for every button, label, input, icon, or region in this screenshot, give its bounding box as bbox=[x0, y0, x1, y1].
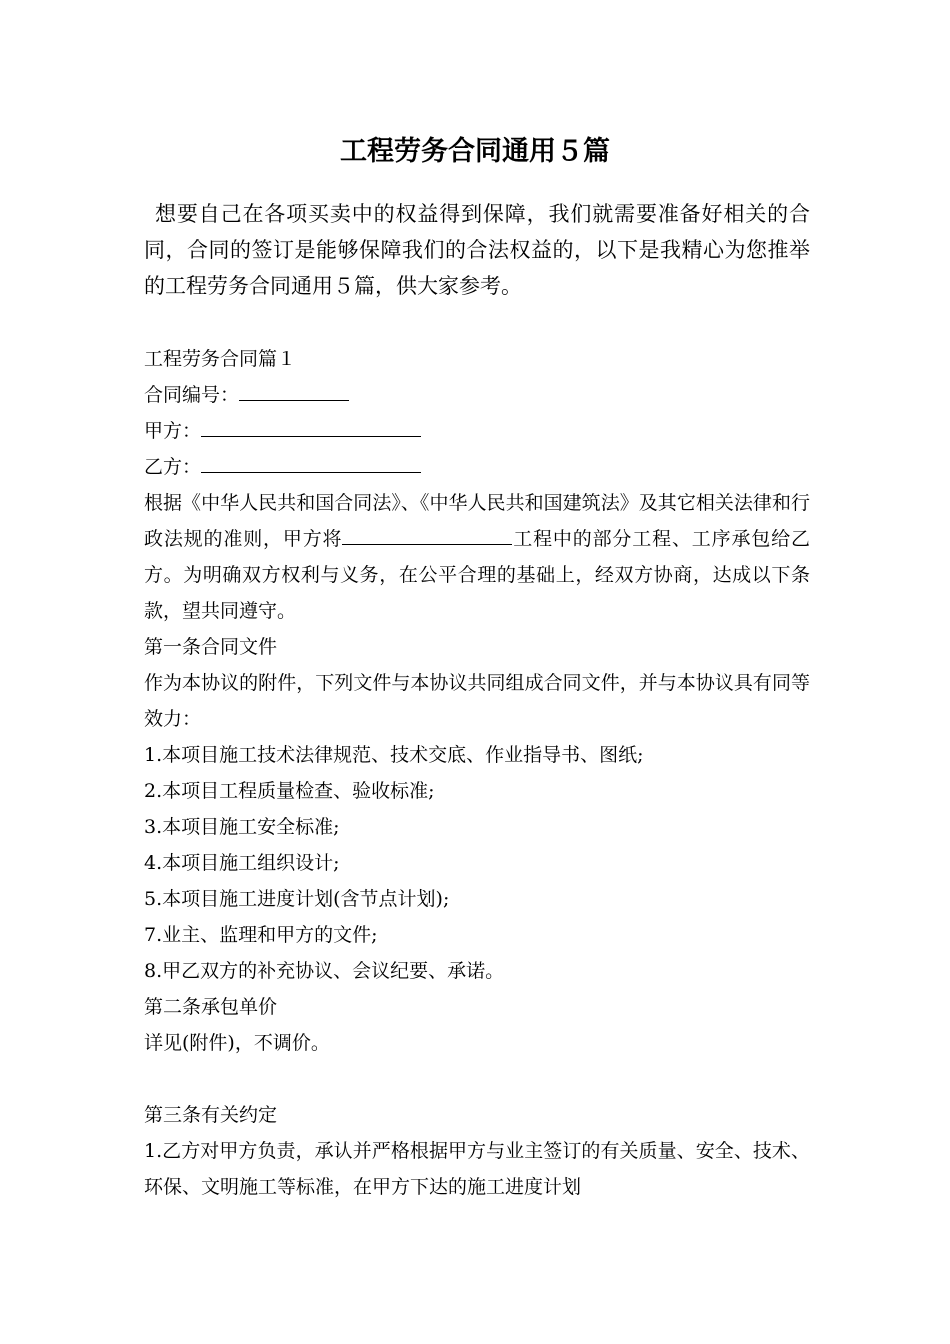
article1-item: 1.本项目施工技术法律规范、技术交底、作业指导书、图纸; bbox=[144, 744, 644, 766]
article2-text: 详见(附件)，不调价。 bbox=[144, 1032, 330, 1054]
contract-number-label: 合同编号： bbox=[144, 384, 240, 406]
party-a-label: 甲方： bbox=[144, 420, 202, 442]
article1-item: 2.本项目工程质量检查、验收标准; bbox=[144, 780, 435, 802]
party-a-blank bbox=[201, 414, 421, 437]
party-b-row bbox=[144, 449, 810, 485]
article3-heading: 第三条有关约定 bbox=[144, 1104, 278, 1126]
article1-intro: 作为本协议的附件，下列文件与本协议共同组成合同文件，并与本协议具有同等效力： bbox=[144, 672, 810, 730]
contract-number-row bbox=[144, 377, 810, 413]
project-name-blank bbox=[342, 522, 512, 545]
preamble-paragraph bbox=[144, 485, 810, 629]
preamble-text-2: 工程中的部分工程、工序承包给乙方。为明确双方权利与义务，在公平合理的基础上，经双方协商，达成以下条款，望共同遵守。 bbox=[144, 528, 810, 622]
article1-item: 7.业主、监理和甲方的文件; bbox=[144, 924, 378, 946]
contract-number-blank bbox=[239, 378, 349, 401]
party-b-blank bbox=[201, 450, 421, 473]
article1-heading: 第一条合同文件 bbox=[144, 636, 278, 658]
article1-item: 3.本项目施工安全标准; bbox=[144, 816, 340, 838]
document-title: 工程劳务合同通用５篇 bbox=[340, 136, 610, 167]
party-a-row bbox=[144, 413, 810, 449]
intro-paragraph: 想要自己在各项买卖中的权益得到保障，我们就需要准备好相关的合同，合同的签订是能够保障我们的合法权益的，以下是我精心为您推举的工程劳务合同通用５篇，供大家参考。 bbox=[144, 202, 810, 298]
section-heading: 工程劳务合同篇１ bbox=[144, 348, 297, 370]
article1-item: 4.本项目施工组织设计; bbox=[144, 852, 340, 874]
party-b-label: 乙方： bbox=[144, 456, 202, 478]
article2-heading: 第二条承包单价 bbox=[144, 996, 278, 1018]
article3-item: 1.乙方对甲方负责，承认并严格根据甲方与业主签订的有关质量、安全、技术、环保、文明施工等标准，在甲方下达的施工进度计划 bbox=[144, 1140, 810, 1198]
contract-body bbox=[144, 341, 810, 1205]
blank-line bbox=[144, 1061, 810, 1097]
article1-item: 5.本项目施工进度计划(含节点计划); bbox=[144, 888, 450, 910]
article1-item: 8.甲乙双方的补充协议、会议纪要、承诺。 bbox=[144, 960, 505, 982]
preamble-text-1: 根据《中华人民共和国合同法》、《中华人民共和国建筑法》及其它相关法律和行政法规的准则，甲方将 bbox=[144, 492, 810, 550]
